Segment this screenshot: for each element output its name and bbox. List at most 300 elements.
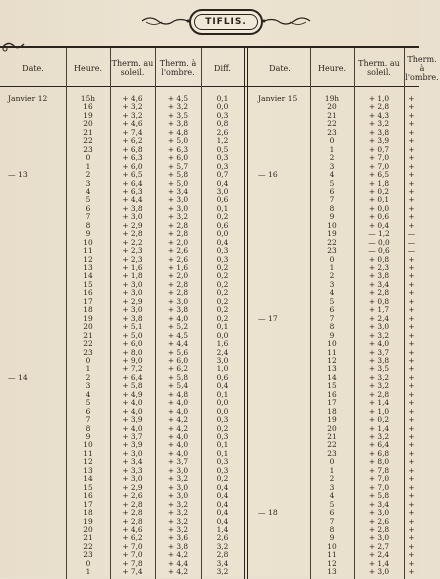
left-cell-diff: 0,1 [216,389,229,399]
right-cell-heure: 7 [329,195,335,205]
left-cell-diff: 0,4 [216,381,229,391]
right-date-label: Janvier 15 [258,94,298,103]
right-cell-ombre: + [408,279,415,289]
right-cell-heure: 0 [329,457,335,467]
right-cell-ombre: + [408,381,415,391]
left-cell-soleil: + 2,8 [122,516,143,526]
left-cell-ombre: + 5,8 [167,170,189,180]
right-cell-heure: 4 [329,170,335,180]
right-cell-ombre: + [408,127,415,137]
header-rule [0,86,419,87]
right-cell-ombre: + [408,94,415,103]
left-cell-heure: 12 [83,254,93,264]
right-cell-heure: 19 [327,229,337,239]
left-cell-heure: 18 [83,508,93,518]
right-cell-heure: 1 [329,263,335,272]
left-cell-heure: 13 [83,465,93,475]
left-cell-heure: 10 [83,440,93,450]
left-cell-diff: 0,3 [216,110,229,120]
right-cell-soleil: + 1,4 [368,558,390,568]
left-cell-heure: 22 [83,541,93,551]
right-cell-ombre: + [408,263,415,272]
left-cell-soleil: + 3,8 [122,313,143,323]
right-cell-soleil: + 2,8 [368,389,390,399]
right-cell-ombre: + [408,372,415,382]
left-cell-soleil: + 3,2 [122,110,143,120]
left-cell-heure: 12 [83,457,93,467]
left-cell-heure: 19 [83,313,93,323]
left-cell-heure: 3 [85,381,91,391]
right-cell-soleil: + 1,0 [368,406,390,416]
left-cell-diff: 3,0 [216,355,229,365]
left-cell-diff: 0,2 [216,305,229,315]
header-therm-soleil: Therm. au soleil. [111,59,154,77]
right-cell-ombre: + [408,271,415,281]
left-cell-diff: 3,0 [216,186,229,196]
left-cell-heure: 9 [85,432,91,441]
right-cell-heure: 13 [327,567,337,577]
header-therm-ombre-right: Therm. à l'ombre. [405,54,439,82]
left-cell-soleil: + 4,4 [122,195,143,205]
left-cell-ombre: + 2,8 [167,220,189,230]
left-cell-ombre: + 2,6 [167,254,189,264]
left-cell-heure: 1 [85,364,91,374]
left-cell-heure: 19 [83,110,93,120]
right-flourish-ornament [262,13,312,29]
left-cell-diff: 1,2 [216,136,229,146]
left-cell-heure: 23 [83,144,93,154]
left-cell-soleil: + 6,0 [122,161,143,171]
right-cell-heure: 20 [327,423,337,433]
right-cell-ombre: + [408,355,415,365]
right-cell-heure: 5 [329,296,335,306]
right-cell-heure: 22 [327,440,337,450]
left-cell-soleil: + 4,0 [122,423,143,433]
right-cell-heure: 9 [329,330,335,340]
left-cell-diff: 3,2 [216,541,229,551]
left-cell-heure: 10 [83,237,93,247]
left-cell-diff: 2,6 [216,127,229,137]
left-cell-soleil: + 6,2 [122,533,143,543]
right-cell-ombre: + [408,220,415,230]
right-cell-soleil: + 0,8 [368,296,390,306]
header-date-right: Date. [269,63,291,73]
left-cell-soleil: + 6,0 [122,339,143,349]
left-cell-ombre: + 3,2 [167,212,189,222]
right-cell-heure: 2 [329,271,335,281]
left-date-label: Janvier 12 [8,94,48,103]
left-cell-ombre: + 5,8 [167,372,189,382]
right-cell-soleil: + 2,8 [368,524,390,534]
right-cell-soleil: + 0,1 [368,195,390,205]
right-date-label: — 16 [258,170,278,180]
left-cell-diff: 0,1 [216,94,229,103]
left-cell-soleil: + 2,8 [122,229,143,239]
left-cell-ombre: + 3,6 [167,533,189,543]
left-cell-heure: 4 [85,186,91,196]
right-cell-ombre: + [408,550,415,560]
right-cell-soleil: + 3,2 [368,432,390,441]
left-cell-heure: 21 [83,127,93,137]
right-cell-heure: 13 [327,364,337,374]
header-date: Date. [22,63,44,73]
right-cell-ombre: + [408,178,415,188]
left-cell-heure: 22 [83,136,93,146]
left-cell-soleil: + 3,0 [122,474,143,484]
left-cell-soleil: + 2,6 [122,491,143,501]
left-cell-diff: 0,5 [216,144,229,154]
right-cell-soleil: + 3,0 [368,567,390,577]
right-cell-soleil: + 3,0 [368,508,390,518]
left-cell-heure: 22 [83,339,93,349]
left-cell-heure: 16 [83,491,93,501]
right-cell-heure: 8 [329,203,335,213]
right-cell-soleil: + 0,0 [368,203,390,213]
left-cell-heure: 0 [85,558,91,568]
right-cell-soleil: + 0,7 [368,144,390,154]
left-cell-diff: 0,0 [216,398,229,408]
left-cell-diff: 0,4 [216,508,229,518]
right-cell-soleil: + 1,4 [368,423,390,433]
left-cell-diff: 0,2 [216,279,229,289]
left-cell-soleil: + 7,8 [122,558,143,568]
left-cell-diff: 0,1 [216,440,229,450]
left-cell-heure: 3 [85,178,91,188]
left-cell-soleil: + 7,4 [122,567,143,577]
header-diff: Diff. [214,63,231,73]
left-cell-soleil: + 3,0 [122,448,143,458]
left-cell-diff: 0,3 [216,254,229,264]
left-cell-soleil: + 6,3 [122,153,143,163]
right-cell-ombre: + [408,516,415,526]
left-cell-ombre: + 4,2 [167,567,189,577]
left-cell-soleil: + 3,3 [122,465,143,475]
left-cell-heure: 21 [83,330,93,340]
left-cell-heure: 5 [85,195,91,205]
left-cell-soleil: + 3,4 [122,457,143,467]
left-cell-ombre: + 5,4 [167,381,189,391]
left-cell-ombre: + 4,0 [167,406,189,416]
right-cell-heure: 9 [329,533,335,543]
right-cell-ombre: + [408,144,415,154]
left-cell-diff: 0,3 [216,415,229,425]
right-cell-soleil: + 6,8 [368,448,390,458]
right-cell-ombre: + [408,212,415,222]
left-cell-ombre: + 4,5 [167,94,189,103]
right-cell-heure: 12 [327,558,337,568]
left-cell-ombre: + 3,2 [167,102,189,112]
right-cell-ombre: + [408,102,415,112]
left-cell-diff: 0,4 [216,237,229,247]
left-cell-diff: 0,0 [216,406,229,416]
right-cell-ombre: + [408,423,415,433]
left-cell-diff: 0,3 [216,153,229,163]
left-cell-ombre: + 3,0 [167,465,189,475]
left-cell-diff: 0,2 [216,271,229,281]
right-cell-ombre: + [408,432,415,441]
right-cell-heure: 15 [327,381,337,391]
right-cell-soleil: + 1,0 [368,94,390,103]
right-cell-soleil: + 8,0 [368,457,390,467]
left-cell-ombre: + 6,0 [167,355,189,365]
left-cell-ombre: + 2,8 [167,288,189,298]
left-cell-ombre: + 5,2 [167,322,189,332]
left-cell-ombre: + 4,0 [167,432,189,441]
right-cell-soleil: + 1,7 [368,305,390,315]
left-cell-soleil: + 5,1 [122,322,143,332]
left-cell-heure: 11 [83,246,93,256]
right-cell-soleil: + 2,8 [368,102,390,112]
left-cell-ombre: + 4,5 [167,330,189,340]
right-cell-heure: 0 [329,254,335,264]
left-cell-ombre: + 2,0 [167,237,189,247]
right-cell-soleil: + 0,4 [368,220,390,230]
left-cell-soleil: + 7,0 [122,550,143,560]
right-cell-heure: 19h [324,94,340,103]
left-cell-soleil: + 2,3 [122,246,143,256]
left-cell-diff: 0,2 [216,474,229,484]
left-cell-soleil: + 6,3 [122,186,143,196]
left-cell-ombre: + 2,6 [167,246,189,256]
right-cell-soleil: + 2,8 [368,288,390,298]
left-cell-diff: 0,0 [216,102,229,112]
left-cell-heure: 20 [83,322,93,332]
right-cell-ombre: + [408,296,415,306]
right-cell-heure: 21 [327,110,337,120]
right-cell-heure: 10 [327,541,337,551]
left-cell-diff: 0,3 [216,432,229,441]
right-cell-ombre: + [408,415,415,425]
left-cell-soleil: + 4,6 [122,119,143,129]
right-cell-heure: 6 [329,186,335,196]
left-cell-ombre: + 1,6 [167,263,189,272]
left-cell-ombre: + 3,7 [167,457,189,467]
right-cell-ombre: + [408,347,415,357]
left-cell-diff: 0,2 [216,288,229,298]
left-cell-soleil: + 6,4 [122,178,143,188]
right-cell-soleil: + 0,6 [368,212,390,222]
left-cell-soleil: + 8,0 [122,347,143,357]
left-cell-heure: 16 [83,288,93,298]
left-cell-diff: 1,0 [216,364,229,374]
left-cell-diff: 0,4 [216,516,229,526]
header-therm-ombre: Therm. à l'ombre. [159,59,197,77]
left-cell-heure: 11 [83,448,93,458]
right-cell-ombre: + [408,136,415,146]
right-cell-heure: 7 [329,313,335,323]
left-cell-ombre: + 3,8 [167,541,189,551]
right-cell-soleil: + 3,8 [368,127,390,137]
left-cell-ombre: + 4,8 [167,389,189,399]
right-cell-heure: 9 [329,212,335,222]
left-cell-diff: 0,1 [216,322,229,332]
right-cell-heure: 8 [329,322,335,332]
right-cell-heure: 5 [329,499,335,509]
right-cell-heure: 23 [327,448,337,458]
left-cell-soleil: + 3,2 [122,102,143,112]
right-cell-heure: 0 [329,136,335,146]
right-cell-soleil: — 1,2 [368,229,390,239]
left-cell-heure: 4 [85,389,91,399]
observation-table [0,46,439,579]
left-cell-heure: 2 [85,372,91,382]
left-cell-heure: 13 [83,263,93,272]
left-cell-ombre: + 3,2 [167,499,189,509]
right-cell-heure: 7 [329,516,335,526]
right-cell-heure: 10 [327,339,337,349]
right-cell-heure: 3 [329,161,335,171]
right-cell-ombre: + [408,533,415,543]
right-cell-soleil: + 0,8 [368,254,390,264]
right-cell-ombre: + [408,330,415,340]
right-cell-ombre: + [408,313,415,323]
left-cell-diff: 0,3 [216,465,229,475]
left-cell-ombre: + 4,0 [167,440,189,450]
right-cell-ombre: + [408,170,415,180]
left-cell-ombre: + 5,6 [167,347,189,357]
left-cell-ombre: + 5,0 [167,136,189,146]
left-cell-soleil: + 6,5 [122,170,143,180]
left-cell-soleil: + 3,7 [122,432,143,441]
right-cell-ombre: + [408,541,415,551]
right-cell-heure: 5 [329,178,335,188]
left-cell-heure: 19 [83,516,93,526]
left-cell-heure: 5 [85,398,91,408]
right-cell-soleil: + 7,0 [368,474,390,484]
right-cell-soleil: + 3,4 [368,499,390,509]
left-cell-heure: 1 [85,567,91,577]
left-cell-ombre: + 3,2 [167,516,189,526]
left-cell-ombre: + 3,4 [167,186,189,196]
right-cell-soleil: + 7,0 [368,482,390,492]
right-cell-ombre: + [408,339,415,349]
right-cell-ombre: + [408,288,415,298]
right-cell-soleil: + 0,2 [368,415,390,425]
left-cell-heure: 17 [83,499,93,509]
left-cell-ombre: + 6,0 [167,153,189,163]
right-cell-soleil: — 0,6 [368,246,390,256]
left-cell-diff: 0,6 [216,195,229,205]
header-therm-soleil-right: Therm. au soleil. [358,59,400,77]
right-cell-ombre: + [408,203,415,213]
left-cell-ombre: + 6,3 [167,144,189,154]
left-cell-ombre: + 4,4 [167,339,189,349]
left-cell-ombre: + 4,8 [167,127,189,137]
left-cell-soleil: + 7,2 [122,364,143,374]
right-cell-heure: 23 [327,246,337,256]
right-cell-soleil: + 2,6 [368,516,390,526]
left-cell-heure: 15 [83,279,93,289]
left-cell-ombre: + 2,8 [167,279,189,289]
right-cell-soleil: + 7,0 [368,153,390,163]
left-flourish-ornament [140,13,190,29]
left-cell-heure: 8 [85,423,91,433]
right-date-label: — 17 [258,313,278,323]
left-cell-soleil: + 9,0 [122,355,143,365]
right-cell-ombre: + [408,474,415,484]
left-cell-ombre: + 5,7 [167,161,189,171]
left-cell-heure: 17 [83,296,93,306]
right-cell-soleil: — 0,0 [368,237,390,247]
left-cell-ombre: + 3,2 [167,508,189,518]
left-cell-ombre: + 3,2 [167,524,189,534]
left-cell-diff: 0,4 [216,178,229,188]
left-cell-diff: 0,8 [216,119,229,129]
header-heure: Heure. [74,63,102,73]
left-cell-ombre: + 4,0 [167,398,189,408]
right-date-label: — 18 [258,508,278,518]
left-cell-soleil: + 6,4 [122,372,143,382]
left-cell-soleil: + 2,3 [122,254,143,264]
left-cell-heure: 1 [85,161,91,171]
right-cell-soleil: + 1,8 [368,178,390,188]
right-cell-heure: 11 [327,550,337,560]
left-cell-heure: 7 [85,212,91,222]
left-cell-ombre: + 3,2 [167,474,189,484]
left-cell-heure: 14 [83,271,93,281]
left-cell-ombre: + 4,4 [167,558,189,568]
left-cell-soleil: + 4,0 [122,406,143,416]
left-cell-soleil: + 3,0 [122,305,143,315]
right-cell-heure: 11 [327,347,337,357]
right-cell-soleil: + 6,4 [368,440,390,450]
left-cell-soleil: + 3,8 [122,203,143,213]
left-cell-ombre: + 4,2 [167,423,189,433]
right-cell-soleil: + 6,5 [368,170,390,180]
left-cell-soleil: + 3,9 [122,415,143,425]
left-cell-soleil: + 4,6 [122,94,143,103]
left-cell-diff: 3,2 [216,567,229,577]
right-cell-ombre: + [408,567,415,577]
right-cell-heure: 1 [329,144,335,154]
left-date-label: — 13 [8,170,28,180]
right-cell-heure: 22 [327,237,337,247]
left-cell-ombre: + 4,0 [167,448,189,458]
left-cell-diff: 0,7 [216,170,229,180]
right-cell-heure: 1 [329,465,335,475]
right-cell-soleil: + 2,4 [368,550,390,560]
left-cell-soleil: + 3,0 [122,288,143,298]
left-cell-diff: 0,2 [216,263,229,272]
left-cell-ombre: + 3,5 [167,110,189,120]
left-cell-diff: 0,4 [216,482,229,492]
left-cell-soleil: + 3,0 [122,279,143,289]
left-cell-diff: 0,1 [216,203,229,213]
left-cell-heure: 0 [85,355,91,365]
left-cell-soleil: + 7,4 [122,127,143,137]
right-cell-ombre: — [407,237,416,247]
left-cell-diff: 0,6 [216,220,229,230]
right-cell-soleil: + 2,3 [368,263,390,272]
left-cell-ombre: + 2,0 [167,271,189,281]
right-cell-ombre: + [408,448,415,458]
left-cell-soleil: + 5,0 [122,330,143,340]
right-cell-heure: 4 [329,491,335,501]
left-cell-soleil: + 2,9 [122,482,143,492]
right-cell-ombre: + [408,322,415,332]
left-cell-ombre: + 3,8 [167,305,189,315]
right-cell-soleil: + 3,2 [368,119,390,129]
left-cell-diff: 1,6 [216,339,229,349]
right-cell-soleil: + 3,2 [368,330,390,340]
right-cell-ombre: + [408,254,415,264]
left-cell-diff: 0,3 [216,161,229,171]
left-cell-heure: 21 [83,533,93,543]
right-cell-heure: 3 [329,482,335,492]
right-cell-ombre: + [408,398,415,408]
right-cell-heure: 19 [327,415,337,425]
right-cell-ombre: + [408,440,415,450]
